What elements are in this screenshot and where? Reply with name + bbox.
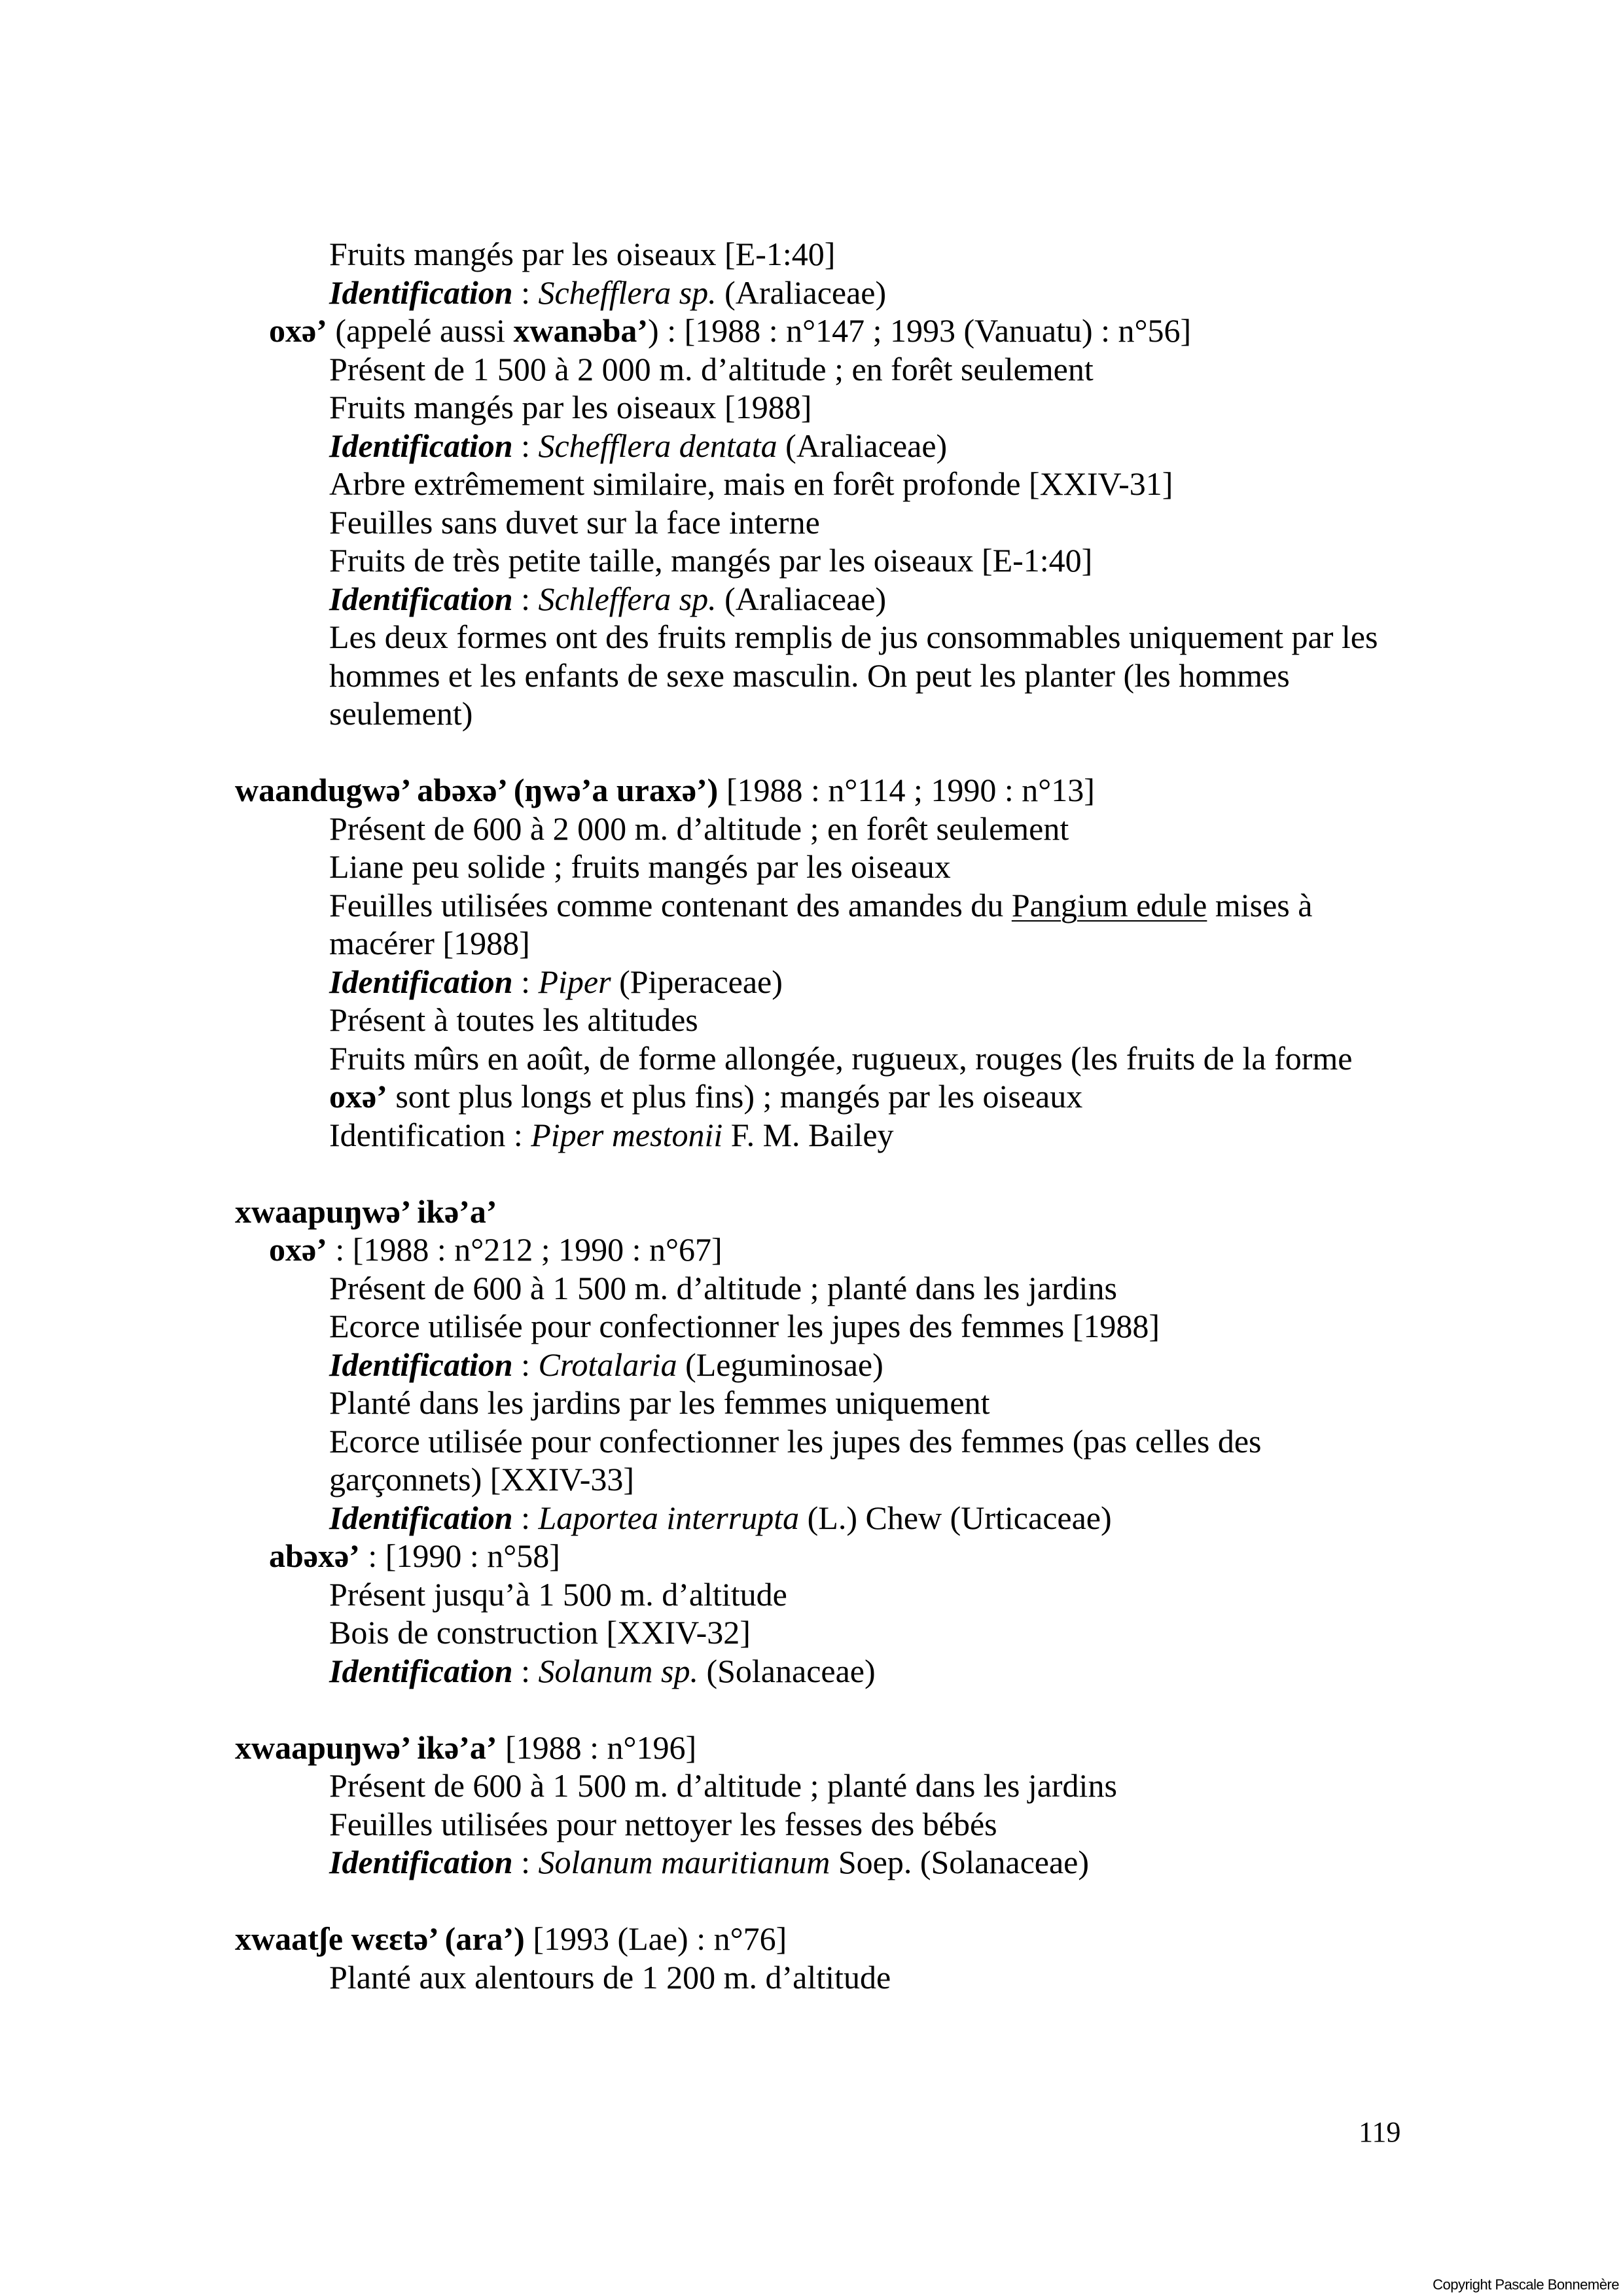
identification-label: Identification [329, 1844, 513, 1880]
document-body [0, 235, 1623, 1996]
detail-line [0, 1958, 1623, 1997]
taxon-name: Crotalaria [538, 1346, 677, 1383]
text-segment: Fruits mangés par les oiseaux [1988] [329, 389, 812, 425]
text-segment: : [512, 1499, 539, 1536]
text-segment: Les deux formes ont des fruits remplis de jus consommables uniquement par les [329, 619, 1378, 655]
text-segment: Feuilles utilisées comme contenant des amandes du [329, 886, 1012, 924]
text-segment: (Piperaceae) [611, 963, 783, 1000]
text-segment: Feuilles utilisées pour nettoyer les fesses des bébés [329, 1805, 997, 1842]
term-name: xwaapuŋwə’ ikə’a’ [235, 1729, 497, 1766]
identification-label: Identification [329, 1346, 513, 1383]
text-segment: Fruits de très petite taille, mangés par les oiseaux [E-1:40] [329, 542, 1093, 579]
detail-line [0, 235, 1623, 274]
entry-section [0, 1193, 1623, 1691]
text-segment: Soep. (Solanaceae) [830, 1844, 1089, 1880]
text-segment: : [512, 1844, 539, 1880]
detail-line [0, 810, 1623, 848]
text-segment: [1988 : n°114 ; 1990 : n°13] [718, 772, 1095, 808]
identification-label: Identification [329, 963, 513, 1000]
taxon-name: Schleffera sp. [538, 580, 717, 617]
term-name: xwaatʃe wɛɛtə’ (ara’) [235, 1920, 525, 1957]
text-segment: macérer [1988] [329, 925, 530, 961]
taxon-name: Solanum sp. [538, 1652, 698, 1689]
detail-line [0, 1460, 1623, 1499]
text-segment: Ecorce utilisée pour confectionner les jupes des femmes (pas celles des [329, 1422, 1262, 1460]
text-segment: (appelé aussi [327, 312, 514, 349]
variant-line [0, 1230, 1623, 1269]
text-segment: (L.) Chew (Urticaceae) [799, 1499, 1112, 1536]
taxon-name: Schefflera dentata [538, 427, 777, 464]
variant-line [0, 1537, 1623, 1575]
detail-line [0, 656, 1623, 695]
text-segment: sont plus longs et plus fins) ; mangés par les oiseaux [387, 1078, 1083, 1115]
detail-line [0, 1116, 1623, 1155]
headword-line [0, 1920, 1623, 1958]
text-segment: Planté dans les jardins par les femmes uniquement [329, 1384, 990, 1421]
text-segment: (Araliaceae) [777, 427, 948, 464]
detail-line [0, 1269, 1623, 1308]
text-segment: [1988 : n°196] [497, 1729, 697, 1766]
detail-line [0, 1001, 1623, 1039]
identification-label: Identification [329, 1499, 513, 1536]
taxon-name: Piper [538, 963, 611, 1000]
detail-line [0, 1575, 1623, 1614]
text-segment: Fruits mangés par les oiseaux [E-1:40] [329, 236, 836, 272]
text-segment: Présent de 600 à 1 500 m. d’altitude ; planté dans les jardins [329, 1767, 1117, 1804]
text-segment: Fruits mûrs en août, de forme allongée, rugueux, rouges (les fruits de la forme [329, 1039, 1353, 1077]
entry-section [0, 235, 1623, 733]
text-segment: : [512, 580, 539, 617]
text-segment: : [512, 963, 539, 1000]
entry-section [0, 771, 1623, 1154]
text-segment: Ecorce utilisée pour confectionner les jupes des femmes [1988] [329, 1308, 1160, 1344]
entry-section [0, 1729, 1623, 1882]
text-segment: mises à [1207, 886, 1313, 924]
variant-line [0, 312, 1623, 350]
text-segment: Bois de construction [XXIV-32] [329, 1614, 751, 1651]
term-name: xwaapuŋwə’ ikə’a’ [235, 1193, 497, 1230]
text-segment: : [1988 : n°212 ; 1990 : n°67] [327, 1231, 722, 1268]
identification-label: Identification [329, 274, 513, 311]
detail-line [0, 1499, 1623, 1537]
identification-label: Identification [329, 1652, 513, 1689]
text-segment: F. M. Bailey [722, 1116, 894, 1153]
term-name: oxə’ [269, 1231, 327, 1268]
detail-line [0, 580, 1623, 619]
term-name: xwanəba’ [513, 312, 649, 349]
term-name: abəxə’ [269, 1537, 360, 1574]
text-segment: Identification : [329, 1116, 531, 1153]
detail-line [0, 274, 1623, 312]
taxon-name: Piper mestonii [531, 1116, 723, 1153]
taxon-name: Schefflera sp. [538, 274, 717, 311]
taxon-name: Laportea interrupta [538, 1499, 800, 1536]
identification-label: Identification [329, 580, 513, 617]
text-segment: Présent de 600 à 1 500 m. d’altitude ; planté dans les jardins [329, 1269, 1117, 1306]
detail-line [0, 388, 1623, 427]
detail-line [0, 350, 1623, 389]
detail-line [0, 924, 1623, 963]
term-name: waandugwə’ abəxə’ (ŋwə’a uraxə’) [235, 772, 719, 808]
text-segment: : [512, 427, 539, 464]
text-segment: Feuilles sans duvet sur la face interne [329, 503, 820, 541]
text-segment: hommes et les enfants de sexe masculin. On peut les planter (les hommes [329, 656, 1290, 694]
text-segment: (Araliaceae) [716, 580, 887, 617]
detail-line [0, 618, 1623, 656]
detail-line [0, 1346, 1623, 1384]
text-segment: Arbre extrêmement similaire, mais en forêt profonde [XXIV-31] [329, 465, 1173, 502]
detail-line [0, 1652, 1623, 1691]
detail-line [0, 886, 1623, 925]
term-name: oxə’ [269, 312, 327, 349]
taxon-name: Solanum mauritianum [538, 1844, 830, 1880]
headword-line [0, 1193, 1623, 1231]
text-segment: Présent à toutes les altitudes [329, 1001, 698, 1038]
detail-line [0, 963, 1623, 1001]
text-segment: (Leguminosae) [677, 1346, 883, 1383]
detail-line [0, 1077, 1623, 1116]
detail-line [0, 1384, 1623, 1422]
detail-line [0, 1422, 1623, 1461]
text-segment: (Araliaceae) [716, 274, 887, 311]
detail-line [0, 1613, 1623, 1652]
detail-line [0, 848, 1623, 886]
term-name: oxə’ [329, 1078, 387, 1115]
underlined-text: Pangium edule [1011, 886, 1207, 924]
detail-line [0, 427, 1623, 465]
headword-line [0, 1729, 1623, 1767]
text-segment: : [1990 : n°58] [359, 1537, 560, 1574]
text-segment: seulement) [329, 695, 473, 732]
text-segment: garçonnets) [XXIV-33] [329, 1461, 635, 1498]
text-segment: Présent de 1 500 à 2 000 m. d’altitude ; en forêt seulement [329, 350, 1094, 387]
detail-line [0, 1843, 1623, 1882]
text-segment: : [512, 1652, 539, 1689]
text-segment: [1993 (Lae) : n°76] [524, 1920, 787, 1957]
detail-line [0, 1039, 1623, 1078]
page-number: 119 [1359, 2116, 1401, 2148]
text-segment: : [512, 1346, 539, 1383]
text-segment: Planté aux alentours de 1 200 m. d’altitude [329, 1958, 891, 1996]
text-segment: Présent jusqu’à 1 500 m. d’altitude [329, 1575, 787, 1613]
detail-line [0, 541, 1623, 580]
headword-line [0, 771, 1623, 810]
detail-line [0, 465, 1623, 503]
detail-line [0, 694, 1623, 733]
text-segment: Présent de 600 à 2 000 m. d’altitude ; en forêt seulement [329, 810, 1069, 847]
text-segment: (Solanaceae) [698, 1652, 876, 1689]
detail-line [0, 503, 1623, 542]
identification-label: Identification [329, 427, 513, 464]
detail-line [0, 1805, 1623, 1844]
text-segment: : [512, 274, 539, 311]
text-segment: Liane peu solide ; fruits mangés par les oiseaux [329, 848, 951, 885]
detail-line [0, 1767, 1623, 1805]
text-segment: ) : [1988 : n°147 ; 1993 (Vanuatu) : n°56] [648, 312, 1192, 349]
detail-line [0, 1307, 1623, 1346]
entry-section [0, 1920, 1623, 1996]
copyright-notice: Copyright Pascale Bonnemère [1433, 2276, 1619, 2293]
